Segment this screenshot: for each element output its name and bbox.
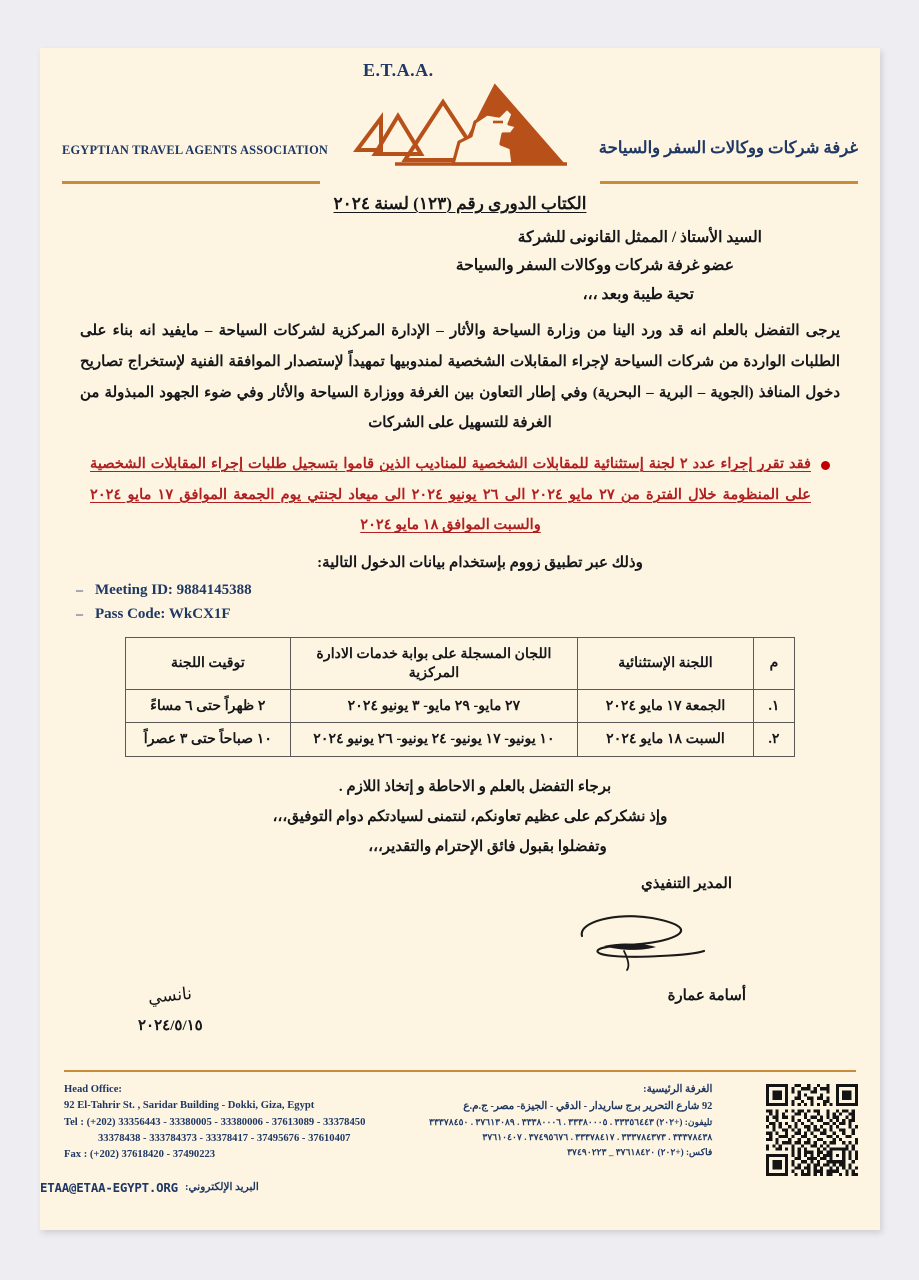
cell-registered: ١٠ يونيو- ١٧ يونيو- ٢٤ يونيو- ٢٦ يونيو ٢٠٢٤ [290, 723, 577, 756]
dash-marker-1: – [76, 583, 83, 599]
head-office-label-ar: الغرفة الرئيسية: [643, 1083, 713, 1095]
page-title: الكتاب الدورى رقم (١٢٣) لسنة ٢٠٢٤ [333, 194, 587, 213]
salutation-line-1: السيد الأستاذ / الممثل القانونى للشركة [517, 229, 762, 246]
footer-arabic-contact [429, 1082, 712, 1159]
email-label: البريد الإلكتروني: [184, 1182, 259, 1194]
footer-english-contact [64, 1082, 365, 1164]
cell-timing: ١٠ صباحاً حتى ٣ عصراً [126, 723, 291, 756]
cell-registered: ٢٧ مايو- ٢٩ مايو- ٣ يونيو ٢٠٢٤ [290, 689, 577, 722]
telephone-line-2: 33378438 - 333784373 - 33378417 - 37495676 - 37610407 [98, 1133, 351, 1145]
telephone-line-1: Tel : (+202) 33356443 - 33380005 - 33380006 - 37613089 - 33378450 [64, 1116, 366, 1128]
closing-line-2: وإذ نشكركم على عظيم تعاونكم، لنتمنى لسيادتكم دوام التوفيق،،، [272, 808, 668, 825]
qr-code[interactable] [766, 1084, 858, 1176]
letter-body [40, 194, 880, 1064]
signature-title: المدير التنفيذي [640, 875, 732, 892]
cell-committee: السبت ١٨ مايو ٢٠٢٤ [578, 723, 754, 756]
highlight-bullet-item [90, 449, 838, 541]
fax-line-ar [429, 1145, 712, 1160]
table-header-row [126, 638, 795, 690]
cell-index: ١. [753, 689, 794, 722]
fax-label-ar: فاكس: [686, 1146, 713, 1157]
table-row [126, 723, 795, 756]
document-page [40, 48, 880, 1230]
head-office-address: 92 El-Tahrir St. , Saridar Building - Dokki, Giza, Egypt [64, 1100, 315, 1112]
telephone-line-1-ar [429, 1115, 712, 1130]
telephone-label-ar: تليفون: [684, 1117, 713, 1128]
email-address[interactable]: ETAA@ETAA-EGYPT.ORG [40, 1179, 178, 1195]
handwritten-note: نانسي [147, 983, 193, 1009]
closing-line-3: وتفضلوا بقبول فائق الإحترام والتقدير،،، [368, 838, 607, 855]
header-rule-left [62, 181, 320, 184]
closing-line-1: برجاء التفضل بالعلم و الاحاطة و إتخاذ اللازم . [338, 778, 612, 795]
salutation-line-2: عضو غرفة شركات ووكالات السفر والسياحة [455, 257, 734, 275]
meeting-id-value: Meeting ID: 9884145388 [95, 582, 252, 599]
credential-meeting-id [76, 582, 454, 599]
header-rule-right [600, 181, 858, 184]
committees-table [125, 637, 795, 757]
signature-block [76, 874, 844, 1064]
org-name-arabic-block [593, 138, 858, 172]
signatory-name: أسامة عمارة [667, 987, 746, 1004]
closing-block [76, 777, 844, 856]
org-name-english-block [62, 143, 327, 172]
org-name-arabic: غرفة شركات ووكالات السفر والسياحة [598, 138, 858, 157]
telephone-numbers-1-ar: (+٢٠٢) ٣٣٣٥٦٤٤٣ . ٣٣٣٨٠٠٠٥ . ٣٣٣٨٠٠٠٦ . ٣٧٦١٣٠٨٩ . ٣٣٣٧٨٤٥٠ [429, 1117, 683, 1128]
bullet-dot-icon [821, 461, 830, 470]
telephone-numbers-2-ar: ٣٣٣٧٨٤٣٨ . ٣٣٣٧٨٤٣٧٣ . ٣٣٣٧٨٤١٧ . ٣٧٤٩٥٦٧٦ . ٣٧٦١٠٤٠٧ [482, 1131, 713, 1142]
fax-line: Fax : (+202) 37618420 - 37490223 [64, 1149, 216, 1161]
zoom-instructions: وذلك عبر تطبيق زووم بإستخدام بيانات الدخول التالية: [317, 555, 643, 572]
cell-index: ٢. [753, 723, 794, 756]
cell-committee: الجمعة ١٧ مايو ٢٠٢٤ [578, 689, 754, 722]
handwritten-signature [564, 906, 774, 976]
th-timing: توقيت اللجنة [126, 638, 291, 690]
dash-marker-2: – [76, 607, 83, 623]
logo-abbrev-text: E.T.A.A. [363, 60, 434, 80]
table-row [126, 689, 795, 722]
th-committee: اللجنة الإستثنائية [578, 638, 754, 690]
cell-timing: ٢ ظهراً حتى ٦ مساءً [126, 689, 291, 722]
th-registered: اللجان المسجلة على بوابة خدمات الادارة المركزية [290, 638, 577, 690]
head-office-address-ar: 92 شارع التحرير برج ساريدار - الدقي - الجيزة- مصر- ج.م.ع [463, 1100, 713, 1112]
email-row [40, 1176, 880, 1195]
th-index: م [753, 638, 794, 690]
handwritten-date: ٢٠٢٤/٥/١٥ [138, 1017, 203, 1034]
pass-code-value: Pass Code: WkCX1F [95, 606, 231, 623]
zoom-credentials-list [76, 582, 844, 623]
salutation-line-3: تحية طيبة وبعد ،،، [582, 285, 694, 303]
head-office-label: Head Office: [64, 1083, 122, 1095]
fax-numbers-ar: (+٢٠٢) ٣٧٦١٨٤٢٠ _ ٣٧٤٩٠٢٢٣ [567, 1146, 684, 1157]
highlight-bullet-text: فقد تقرر إجراء عدد ٢ لجنة إستثنائية للمقابلات الشخصية للمناديب الذين قاموا بتسجيل طلبات إجراء المقابلات الشخصية على المنظومة خلال الفترة من ٢٧ مايو ٢٠٢٤ الى ٢٦ يونيو ٢٠٢٤ الى ميعاد لجنتي يوم الجمعة الموافق ١٧ مايو ٢٠٢٤ والسبت الموافق ١٨ مايو ٢٠٢٤ [90, 456, 811, 534]
letterhead [40, 48, 880, 188]
org-name-english: EGYPTIAN TRAVEL AGENTS ASSOCIATION [62, 143, 329, 157]
footer [40, 1072, 880, 1176]
credential-pass-code [76, 606, 454, 623]
body-paragraph: يرجى التفضل بالعلم انه قد ورد الينا من وزارة السياحة والأثار – الإدارة المركزية لشركات السياحة – مايفيد انه بناء على الطلبات الواردة من شركات السياحة لإجراء المقابلات الشخصية لمندوبيها تمهيداً لإستصدار الموافقة الفنية لإستخراج تصاريح دخول المنافذ (الجوية – البرية – البحرية) وفي إطار التعاون بين الغرفة ووزارة السياحة والأثار وفي ضوء الجهود المبذولة من الغرفة للتسهيل على الشركات [80, 323, 840, 432]
etaa-logo [335, 56, 585, 172]
